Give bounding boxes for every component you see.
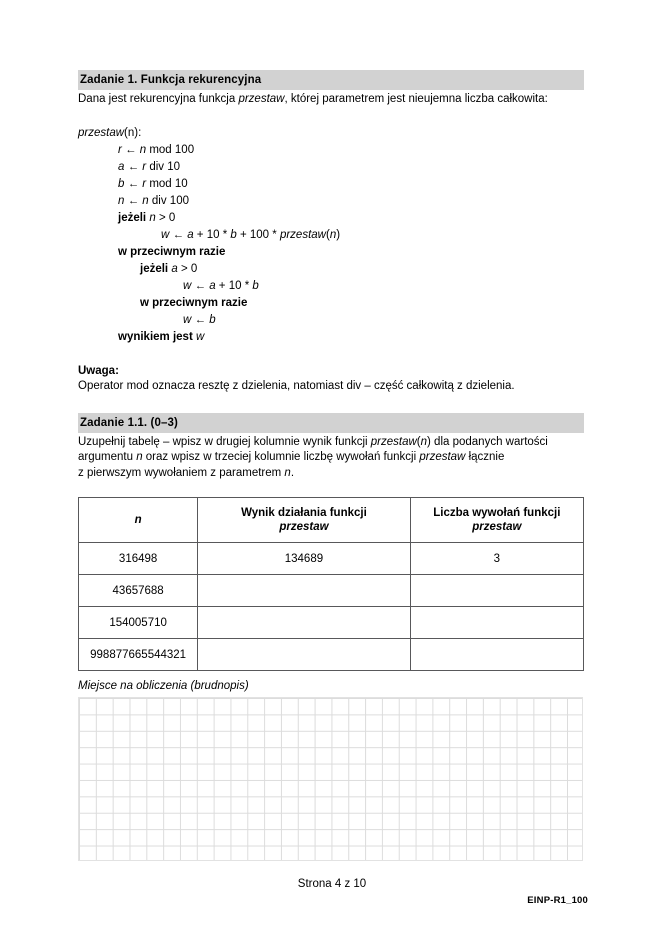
footer-page-number: Strona 4 z 10 bbox=[297, 878, 367, 890]
table-header-n-label: n bbox=[134, 514, 142, 526]
pseudocode-block bbox=[78, 125, 584, 346]
table-header-calls-sub: przestaw bbox=[472, 521, 522, 533]
instr1-a: Uzupełnij tabelę – wpisz w drugiej kolumnie wynik funkcji bbox=[78, 435, 371, 448]
instr2-a: argumentu bbox=[78, 451, 137, 463]
instr2-c: łącznie bbox=[465, 451, 505, 463]
instr3-a: z pierwszym wywołaniem z parametrem bbox=[78, 466, 285, 479]
table-cell-result[interactable] bbox=[198, 639, 410, 671]
task11-instruction-line2 bbox=[78, 450, 584, 466]
answer-table bbox=[78, 497, 584, 671]
pseudocode-line: wynikiem jest w bbox=[118, 330, 205, 343]
task11-instruction bbox=[78, 435, 584, 482]
section-heading-task11: Zadanie 1.1. (0–3) bbox=[78, 413, 584, 433]
table-cell-n: 154005710 bbox=[79, 607, 198, 639]
task1-intro-text-b: , której parametrem jest nieujemna liczba całkowita: bbox=[284, 93, 548, 105]
section-heading-task1: Zadanie 1. Funkcja rekurencyjna bbox=[78, 70, 584, 90]
table-header-result-sub: przestaw bbox=[279, 521, 329, 533]
pseudocode-signature-arg: (n): bbox=[124, 126, 142, 139]
task1-intro-paragraph bbox=[78, 92, 584, 108]
table-header-n bbox=[79, 498, 198, 543]
table-cell-calls[interactable] bbox=[410, 639, 583, 671]
pseudocode-line: n ← n div 100 bbox=[118, 194, 189, 207]
pseudocode-signature-name: przestaw bbox=[78, 126, 125, 139]
pseudocode-line: jeżeli a > 0 bbox=[140, 262, 198, 275]
instr2-function-name: przestaw bbox=[419, 451, 466, 463]
table-header-calls bbox=[410, 498, 583, 543]
table-cell-result[interactable]: 134689 bbox=[198, 543, 410, 575]
pseudocode-line: r ← n mod 100 bbox=[118, 143, 195, 156]
scratch-area-label: Miejsce na obliczenia (brudnopis) bbox=[78, 680, 249, 692]
pseudocode-line: b ← r mod 10 bbox=[118, 177, 188, 190]
table-row bbox=[79, 607, 584, 639]
task11-instruction-line1 bbox=[78, 435, 584, 451]
table-cell-n: 316498 bbox=[79, 543, 198, 575]
instr1-function-name: przestaw bbox=[370, 435, 417, 448]
spacer bbox=[78, 395, 584, 413]
table-header-calls-main: Liczba wywołań funkcji bbox=[433, 507, 561, 519]
instr1-b: (n) dla podanych wartości bbox=[416, 435, 548, 448]
table-cell-n: 43657688 bbox=[79, 575, 198, 607]
task1-intro-function-name: przestaw bbox=[238, 93, 285, 105]
pseudocode-line: w przeciwnym razie bbox=[118, 245, 226, 258]
pseudocode-signature bbox=[78, 125, 584, 142]
instr2-b: oraz wpisz w trzeciej kolumnie liczbę wywołań funkcji bbox=[142, 451, 420, 463]
table-cell-calls[interactable]: 3 bbox=[410, 543, 583, 575]
table-header-result-main: Wynik działania funkcji bbox=[241, 507, 367, 519]
footer-exam-code: EINP-R1_100 bbox=[527, 895, 588, 906]
pseudocode-line: w ← b bbox=[183, 313, 216, 326]
pseudocode-line: a ← r div 10 bbox=[118, 160, 181, 173]
scratch-grid[interactable] bbox=[78, 697, 583, 861]
table-header-row bbox=[79, 498, 584, 543]
table-cell-calls[interactable] bbox=[410, 575, 583, 607]
uwaga-text: Operator mod oznacza resztę z dzielenia, natomiast div – część całkowitą z dzielenia. bbox=[78, 380, 515, 392]
uwaga-block bbox=[78, 364, 584, 395]
task1-intro-text-a: Dana jest rekurencyjna funkcja bbox=[78, 93, 239, 105]
table-cell-result[interactable] bbox=[198, 575, 410, 607]
table-row bbox=[79, 575, 584, 607]
table-row bbox=[79, 639, 584, 671]
page-content bbox=[78, 70, 584, 861]
table-row bbox=[79, 543, 584, 575]
pseudocode-line: w przeciwnym razie bbox=[140, 296, 248, 309]
table-cell-n: 998877665544321 bbox=[79, 639, 198, 671]
table-cell-result[interactable] bbox=[198, 607, 410, 639]
pseudocode-line: w ← a + 10 * b + 100 * przestaw(n) bbox=[161, 228, 341, 241]
pseudocode-line: jeżeli n > 0 bbox=[118, 211, 176, 224]
table-header-result bbox=[198, 498, 410, 543]
instr2-var-n: n bbox=[136, 451, 143, 463]
instr3-b: . bbox=[290, 466, 295, 479]
instr3-var-n: n bbox=[284, 466, 291, 479]
uwaga-title: Uwaga: bbox=[78, 364, 119, 377]
table-cell-calls[interactable] bbox=[410, 607, 583, 639]
pseudocode-line: w ← a + 10 * b bbox=[183, 279, 259, 292]
task11-instruction-line3 bbox=[78, 466, 584, 482]
